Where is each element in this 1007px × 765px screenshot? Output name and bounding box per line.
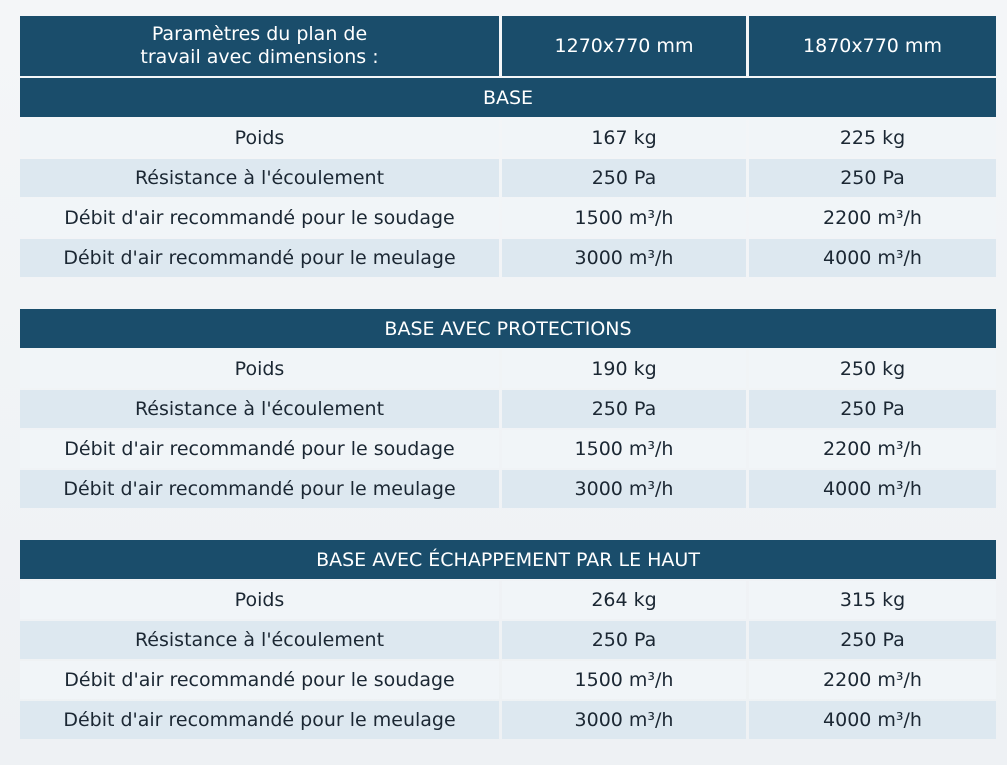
- row-label: Débit d'air recommandé pour le soudage: [20, 661, 499, 699]
- row-value-1: 250 Pa: [502, 621, 746, 659]
- row-label: Résistance à l'écoulement: [20, 390, 499, 428]
- table-base: [20, 16, 996, 277]
- row-value-1: 250 Pa: [502, 390, 746, 428]
- table-row: [20, 470, 996, 508]
- table-row: [20, 159, 996, 197]
- row-value-2: 250 Pa: [749, 390, 996, 428]
- row-label: Débit d'air recommandé pour le soudage: [20, 430, 499, 468]
- table-row: [20, 350, 996, 388]
- row-label: Débit d'air recommandé pour le meulage: [20, 470, 499, 508]
- table-row: [20, 621, 996, 659]
- row-value-2: 315 kg: [749, 581, 996, 619]
- section-title: BASE AVEC PROTECTIONS: [20, 309, 996, 348]
- row-value-1: 1500 m³/h: [502, 199, 746, 237]
- row-value-2: 4000 m³/h: [749, 470, 996, 508]
- row-value-1: 3000 m³/h: [502, 470, 746, 508]
- table-row: [20, 661, 996, 699]
- row-value-2: 2200 m³/h: [749, 199, 996, 237]
- table-row: [20, 581, 996, 619]
- section-title: BASE: [20, 78, 996, 117]
- col2-header: 1870x770 mm: [749, 16, 996, 76]
- row-value-1: 1500 m³/h: [502, 661, 746, 699]
- row-value-1: 3000 m³/h: [502, 239, 746, 277]
- row-value-1: 1500 m³/h: [502, 430, 746, 468]
- row-value-2: 250 kg: [749, 350, 996, 388]
- table-row: [20, 239, 996, 277]
- table-row: [20, 199, 996, 237]
- row-value-2: 250 Pa: [749, 159, 996, 197]
- row-label: Débit d'air recommandé pour le meulage: [20, 239, 499, 277]
- row-value-1: 190 kg: [502, 350, 746, 388]
- section-rows: [20, 581, 996, 739]
- row-label: Débit d'air recommandé pour le soudage: [20, 199, 499, 237]
- col1-header: 1270x770 mm: [502, 16, 746, 76]
- section-rows: [20, 350, 996, 508]
- row-value-2: 225 kg: [749, 119, 996, 157]
- row-label: Poids: [20, 350, 499, 388]
- table-row: [20, 701, 996, 739]
- row-value-2: 250 Pa: [749, 621, 996, 659]
- table-base-echappement: [20, 540, 996, 739]
- row-label: Débit d'air recommandé pour le meulage: [20, 701, 499, 739]
- param-header-cell: [20, 16, 499, 76]
- header-row: [20, 16, 996, 76]
- row-value-1: 250 Pa: [502, 159, 746, 197]
- table-row: [20, 390, 996, 428]
- row-value-1: 167 kg: [502, 119, 746, 157]
- row-value-2: 2200 m³/h: [749, 430, 996, 468]
- param-header-line1: Paramètres du plan de: [151, 23, 368, 45]
- section-rows: [20, 119, 996, 277]
- row-value-2: 2200 m³/h: [749, 661, 996, 699]
- row-label: Poids: [20, 581, 499, 619]
- table-row: [20, 430, 996, 468]
- row-value-2: 4000 m³/h: [749, 701, 996, 739]
- row-label: Résistance à l'écoulement: [20, 621, 499, 659]
- row-value-2: 4000 m³/h: [749, 239, 996, 277]
- row-value-1: 3000 m³/h: [502, 701, 746, 739]
- param-header-line2: travail avec dimensions :: [140, 46, 379, 68]
- row-value-1: 264 kg: [502, 581, 746, 619]
- table-row: [20, 119, 996, 157]
- table-base-protections: [20, 309, 996, 508]
- row-label: Résistance à l'écoulement: [20, 159, 499, 197]
- row-label: Poids: [20, 119, 499, 157]
- section-title: BASE AVEC ÉCHAPPEMENT PAR LE HAUT: [20, 540, 996, 579]
